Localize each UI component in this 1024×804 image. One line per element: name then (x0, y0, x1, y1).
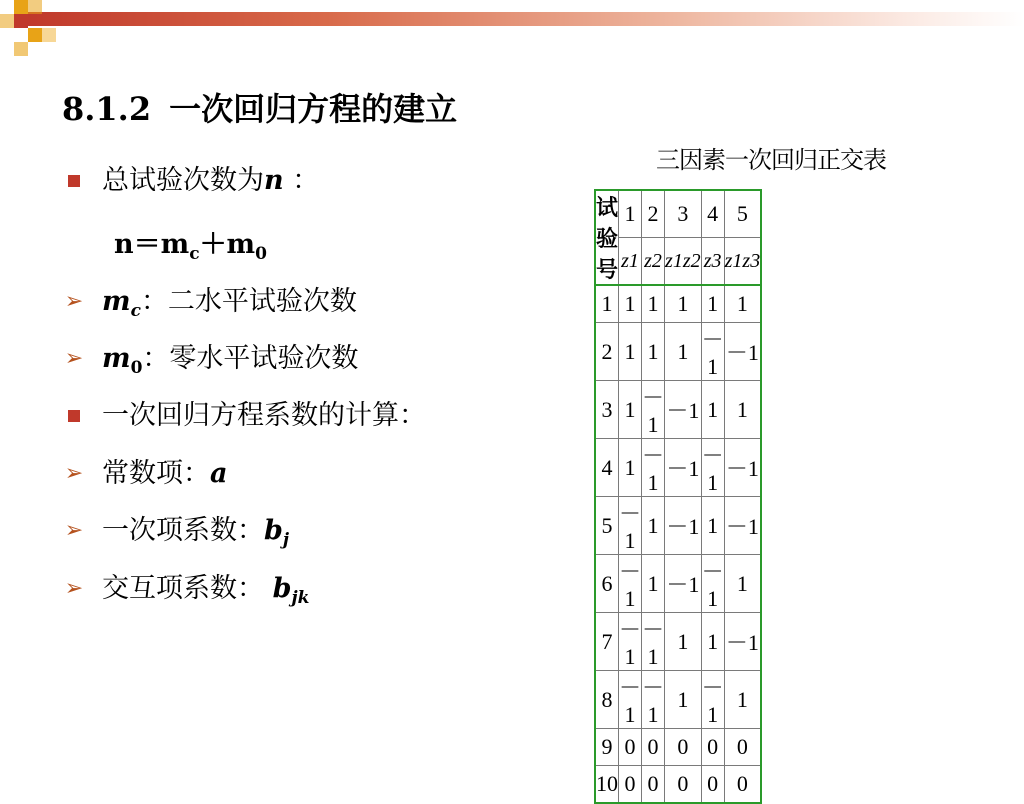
trial-number: 10 (595, 766, 619, 804)
table-cell: －1 (701, 671, 724, 729)
trial-number: 1 (595, 285, 619, 323)
col-number: 4 (701, 190, 724, 238)
table-row (595, 381, 761, 439)
deco-square (28, 0, 42, 14)
bullet-text: 一次回归方程系数的计算： (102, 400, 426, 431)
table-cell: 1 (642, 497, 665, 555)
table-cell: 1 (619, 323, 642, 381)
formula-text: $n=m_c+m_0$ (114, 229, 267, 264)
section-number: 8.1.2 (62, 90, 152, 128)
title-text: 一次回归方程的建立 (169, 90, 458, 128)
table-cell: 1 (665, 323, 702, 381)
table-row (595, 285, 761, 323)
deco-square (28, 28, 42, 42)
deco-square (0, 14, 14, 28)
bullet-text: 一次项系数：$b_j$ (102, 515, 290, 550)
trial-number: 6 (595, 555, 619, 613)
col-number: 5 (724, 190, 761, 238)
table-cell: 0 (701, 766, 724, 804)
bullet-text: 总试验次数为n ： (102, 165, 320, 196)
table-cell: －1 (642, 439, 665, 497)
col-variable: z2 (642, 238, 665, 286)
arrow-bullet-icon: ➢ (64, 346, 84, 371)
square-bullet-icon (62, 401, 86, 431)
table-cell: 0 (724, 766, 761, 804)
table-row (595, 729, 761, 766)
table-cell: 1 (701, 381, 724, 439)
col-variable: z1 (619, 238, 642, 286)
bullet-text: $m_0$：零水平试验次数 (102, 343, 359, 378)
table-cell: 1 (665, 671, 702, 729)
table-cell: －1 (642, 613, 665, 671)
table-cell: －1 (665, 497, 702, 555)
table-cell: －1 (619, 555, 642, 613)
trial-number: 2 (595, 323, 619, 381)
trial-number: 3 (595, 381, 619, 439)
table-cell: －1 (724, 439, 761, 497)
deco-square (42, 28, 56, 42)
table-cell: －1 (665, 555, 702, 613)
table-row (595, 497, 761, 555)
table-cell: 1 (724, 671, 761, 729)
table-cell: －1 (619, 613, 642, 671)
trial-number: 7 (595, 613, 619, 671)
col-variable: z3 (701, 238, 724, 286)
table-cell: 0 (665, 729, 702, 766)
table-cell: －1 (619, 497, 642, 555)
col-number: 2 (642, 190, 665, 238)
table-cell: －1 (619, 671, 642, 729)
arrow-bullet-icon: ➢ (64, 461, 84, 486)
orthogonal-table (594, 189, 762, 804)
table-cell: 0 (665, 766, 702, 804)
deco-square (14, 14, 28, 28)
table-cell: 1 (619, 285, 642, 323)
table-cell: 0 (642, 729, 665, 766)
col-number: 1 (619, 190, 642, 238)
table-cell: 1 (724, 381, 761, 439)
table-cell: －1 (724, 497, 761, 555)
table-cell: 0 (701, 729, 724, 766)
table-cell: 0 (619, 729, 642, 766)
table-row (595, 323, 761, 381)
table-cell: －1 (642, 381, 665, 439)
decorative-header-band (0, 0, 1024, 70)
bullet-text: 常数项：a (102, 458, 228, 489)
table-cell: 1 (642, 323, 665, 381)
table-cell: －1 (665, 381, 702, 439)
deco-square (14, 42, 28, 56)
arrow-bullet-icon: ➢ (64, 576, 84, 601)
table-cell: －1 (701, 555, 724, 613)
col-number: 3 (665, 190, 702, 238)
slide-title (62, 84, 457, 130)
table-var-row (595, 238, 761, 286)
table-row (595, 555, 761, 613)
table-cell: 0 (724, 729, 761, 766)
trial-number: 9 (595, 729, 619, 766)
table-row (595, 613, 761, 671)
table-cell: 1 (619, 439, 642, 497)
table-cell: 1 (619, 381, 642, 439)
bullet-text: $m_c$：二水平试验次数 (102, 286, 357, 321)
bullet-text: 交互项系数： $b_{jk}$ (102, 573, 310, 608)
table-cell: 0 (642, 766, 665, 804)
col-variable: z1z2 (665, 238, 702, 286)
table-cell: －1 (724, 613, 761, 671)
table-cell: 1 (701, 285, 724, 323)
table-cell: －1 (642, 671, 665, 729)
table-cell: 1 (701, 497, 724, 555)
table-cell: 1 (642, 555, 665, 613)
table-row (595, 439, 761, 497)
trial-number: 8 (595, 671, 619, 729)
table-cell: 0 (619, 766, 642, 804)
gradient-bar (28, 12, 1024, 26)
table-caption: 三因素一次回归正交表 (656, 146, 886, 174)
table-cell: 1 (665, 613, 702, 671)
table-cell: －1 (724, 323, 761, 381)
table-cell: 1 (701, 613, 724, 671)
col-variable: z1z3 (724, 238, 761, 286)
square-bullet-icon (62, 166, 86, 196)
trial-number: 4 (595, 439, 619, 497)
table-row (595, 766, 761, 804)
table-row (595, 671, 761, 729)
table-cell: 1 (724, 285, 761, 323)
arrow-bullet-icon: ➢ (64, 518, 84, 543)
row-header: 试验号 (595, 190, 619, 285)
trial-number: 5 (595, 497, 619, 555)
table-cell: －1 (665, 439, 702, 497)
arrow-bullet-icon: ➢ (64, 289, 84, 314)
table-cell: 1 (642, 285, 665, 323)
table-header-row (595, 190, 761, 238)
table-cell: －1 (701, 439, 724, 497)
table-cell: －1 (701, 323, 724, 381)
table-cell: 1 (665, 285, 702, 323)
table-cell: 1 (724, 555, 761, 613)
deco-square (14, 0, 28, 14)
